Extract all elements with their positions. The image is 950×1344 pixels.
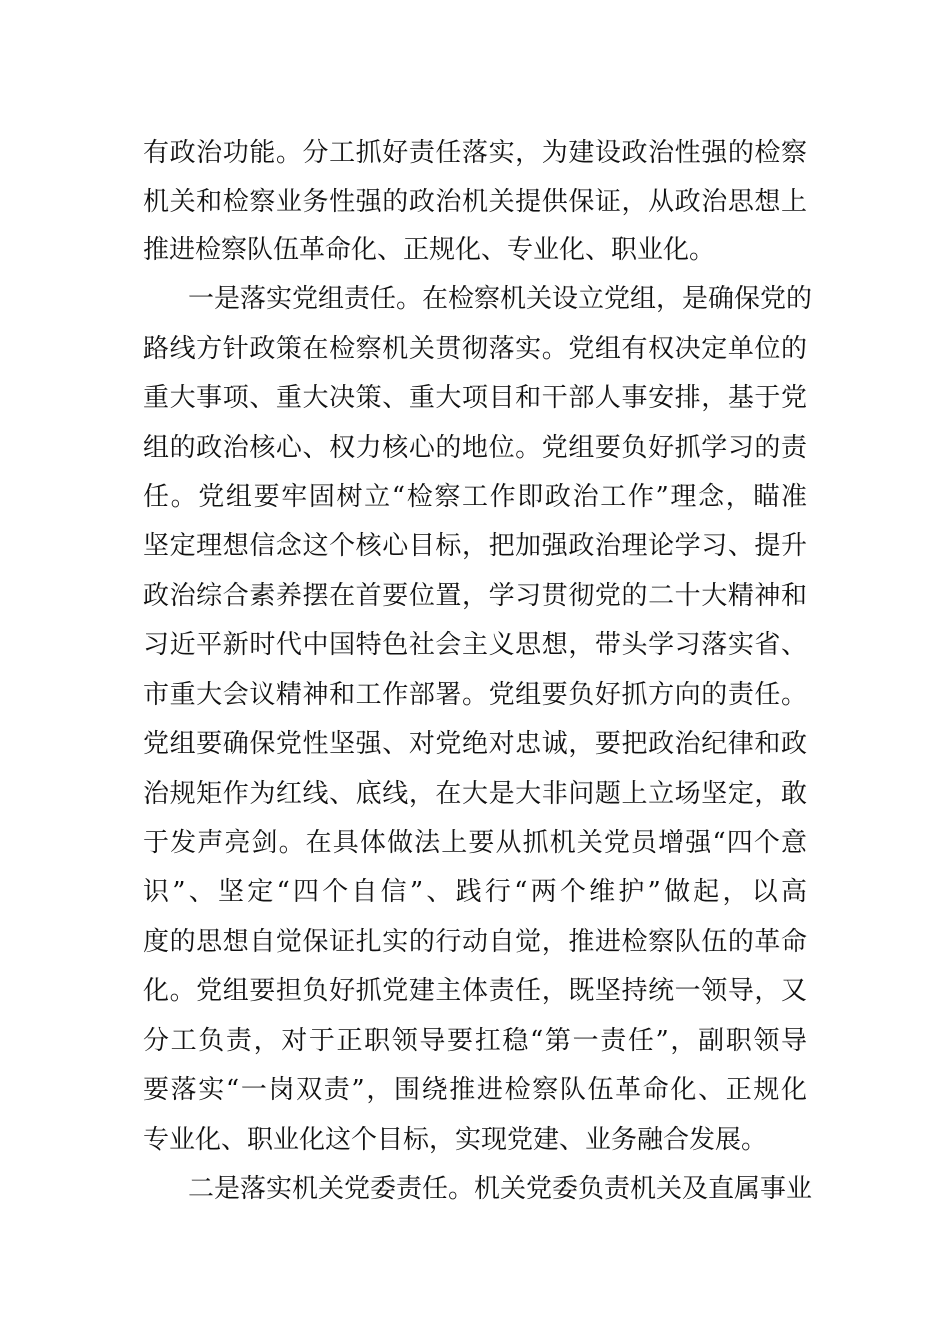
text-line-13: 党组要确保党性坚强、对党绝对忠诚，要把政治纪律和政 — [143, 729, 807, 759]
text-line-20: 要落实“一岗双责”，围绕推进检察队伍革命化、正规化 — [143, 1075, 807, 1105]
text-line-18: 化。党组要担负好抓党建主体责任，既坚持统一领导，又 — [143, 976, 807, 1006]
paragraph-1-start: 一是落实党组责任。在检察机关设立党组，是确保党的 — [188, 284, 813, 314]
text-line-5: 路线方针政策在检察机关贯彻落实。党组有权决定单位的 — [143, 334, 807, 364]
text-line-6: 重大事项、重大决策、重大项目和干部人事安排，基于党 — [143, 383, 807, 413]
text-line-2: 机关和检察业务性强的政治机关提供保证，从政治思想上 — [143, 187, 807, 217]
text-line-3: 推进检察队伍革命化、正规化、专业化、职业化。 — [143, 235, 716, 265]
text-line-8: 任。党组要牢固树立“检察工作即政治工作”理念，瞄准 — [143, 482, 807, 512]
text-line-16: 识”、坚定“四个自信”、践行“两个维护”做起，以高 — [143, 877, 807, 907]
text-line-12: 市重大会议精神和工作部署。党组要负好抓方向的责任。 — [143, 680, 807, 710]
text-line-11: 习近平新时代中国特色社会主义思想，带头学习落实省、 — [143, 630, 807, 660]
text-line-19: 分工负责，对于正职领导要扛稳“第一责任”，副职领导 — [143, 1026, 807, 1056]
text-line-15: 于发声亮剑。在具体做法上要从抓机关党员增强“四个意 — [143, 828, 807, 858]
text-line-9: 坚定理想信念这个核心目标，把加强政治理论学习、提升 — [143, 531, 807, 561]
paragraph-2-start: 二是落实机关党委责任。机关党委负责机关及直属事业 — [188, 1174, 813, 1204]
text-line-1: 有政治功能。分工抓好责任落实，为建设政治性强的检察 — [143, 138, 807, 168]
text-line-14: 治规矩作为红线、底线，在大是大非问题上立场坚定，敢 — [143, 779, 807, 809]
text-line-21: 专业化、职业化这个目标，实现党建、业务融合发展。 — [143, 1125, 768, 1155]
text-line-7: 组的政治核心、权力核心的地位。党组要负好抓学习的责 — [143, 433, 807, 463]
text-line-10: 政治综合素养摆在首要位置，学习贯彻党的二十大精神和 — [143, 581, 807, 611]
text-line-17: 度的思想自觉保证扎实的行动自觉，推进检察队伍的革命 — [143, 927, 807, 957]
